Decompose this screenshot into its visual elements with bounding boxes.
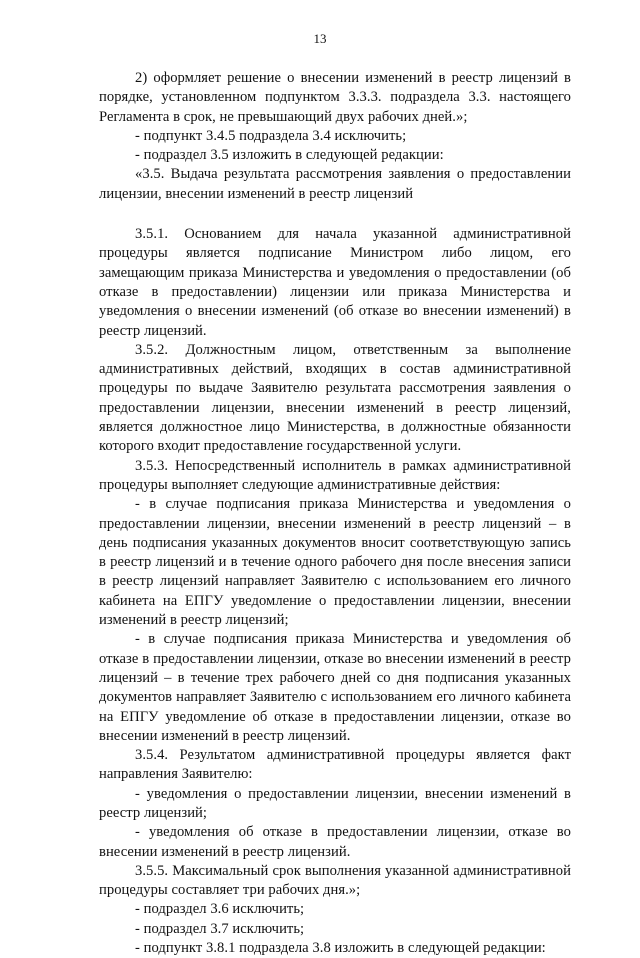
paragraph: - подраздел 3.5 изложить в следующей редакции: [135, 147, 444, 164]
page-number: 13 [313, 31, 327, 46]
paragraph: 3.5.5. Максимальный срок выполнения указанной административной процедуры составляет три рабочих дня.»; [99, 862, 571, 899]
list-item: - уведомления об отказе в предоставлении лицензии, отказе во внесении изменений в реестр лицензий. [99, 824, 571, 860]
paragraph: 2) оформляет решение о внесении изменений в реестр лицензий в порядке, установленном подпунктом 3.3.3. подраздела 3.3. настоящего Регламента в срок, не превышающий двух рабочих дней.»; [99, 70, 571, 125]
paragraph: 3.5.4. Результатом административной процедуры является факт направления Заявителю: [99, 747, 571, 783]
list-item: - в случае подписания приказа Министерства и уведомления о предоставлении лицензии, внесении изменений в реестр лицензий – в день подписания указанных документов вносит соответствующую запись в реестр лицензий и в течение одного рабочего дня после внесения записи в реестр лицензий направляет Заявителю с использованием его личного кабинета на ЕПГУ уведомление о предоставлении лицензии, внесении изменений в реестр лицензий; [99, 496, 571, 629]
paragraph: 3.5.2. Должностным лицом, ответственным за выполнение административных действий, входящих в состав административной процедуры по выдаче Заявителю результата рассмотрения заявления о предоставлении лицензии, внесении изменений в реестр лицензий, является должностное лицо Министерства, в должностные обязанности которого входит предоставление государственной услуги. [99, 341, 571, 455]
list-item: - подпункт 3.8.1 подраздела 3.8 изложить в следующей редакции: [135, 940, 546, 957]
paragraph: 3.5.1. Основанием для начала указанной административной процедуры является подписание Министром либо лицом, его замещающим приказа Министерства и уведомления о предоставлении (об отказе в предоставлении) лицензии или приказа Министерства и уведомления о внесении изменений (об отказе во внесении изменений) в реестр лицензий. [99, 226, 571, 339]
list-item: - подраздел 3.7 исключить; [135, 920, 305, 937]
section-heading: «3.5. Выдача результата рассмотрения заявления о предоставлении лицензии, внесении изменений в реестр лицензий [99, 166, 571, 202]
document-body [99, 69, 571, 958]
paragraph: 3.5.3. Непосредственный исполнитель в рамках административной процедуры выполняет следующие административные действия: [99, 457, 571, 493]
list-item: - в случае подписания приказа Министерства и уведомления об отказе в предоставлении лицензии, отказе во внесении изменений в реестр лицензий – в течение трех рабочего дней со дня подписания указанных документов направляет Заявителю с использованием его личного кабинета на ЕПГУ уведомление об отказе в предоставлении лицензии, отказе во внесении изменений в реестр лицензий. [99, 631, 571, 744]
paragraph: - подпункт 3.4.5 подраздела 3.4 исключить; [135, 127, 407, 144]
list-item: - уведомления о предоставлении лицензии, внесении изменений в реестр лицензий; [99, 785, 571, 821]
list-item: - подраздел 3.6 исключить; [135, 901, 305, 918]
